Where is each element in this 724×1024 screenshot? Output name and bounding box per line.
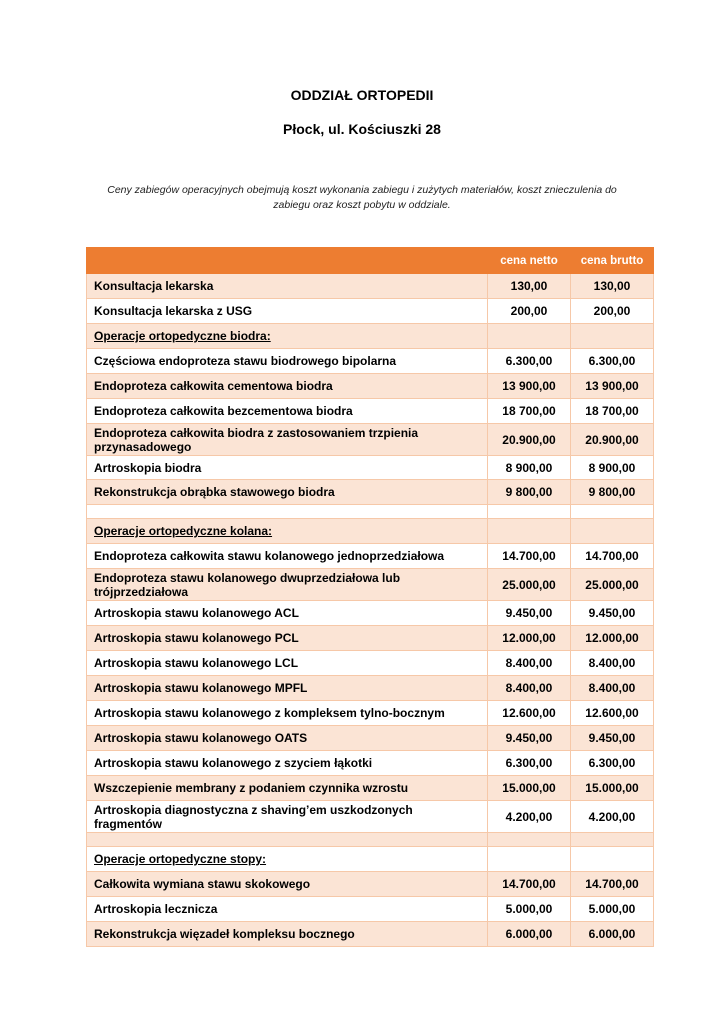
procedure-name: Całkowita wymiana stawu skokowego bbox=[87, 872, 488, 897]
price-brutto: 9 800,00 bbox=[571, 480, 654, 505]
empty-cell bbox=[488, 519, 571, 544]
price-brutto: 8.400,00 bbox=[571, 651, 654, 676]
section-row bbox=[87, 847, 654, 872]
price-netto: 9.450,00 bbox=[488, 601, 571, 626]
price-brutto: 20.900,00 bbox=[571, 424, 654, 456]
table-row bbox=[87, 897, 654, 922]
procedure-name: Częściowa endoproteza stawu biodrowego bipolarna bbox=[87, 349, 488, 374]
price-brutto: 9.450,00 bbox=[571, 601, 654, 626]
price-netto: 8.400,00 bbox=[488, 676, 571, 701]
procedure-name: Endoproteza całkowita stawu kolanowego jednoprzedziałowa bbox=[87, 544, 488, 569]
empty-cell bbox=[571, 505, 654, 519]
spacer-row bbox=[87, 833, 654, 847]
price-netto: 14.700,00 bbox=[488, 544, 571, 569]
price-brutto: 12.600,00 bbox=[571, 701, 654, 726]
procedure-name: Endoproteza całkowita cementowa biodra bbox=[87, 374, 488, 399]
procedure-name: Artroskopia stawu kolanowego z kompleksem tylno-bocznym bbox=[87, 701, 488, 726]
price-netto: 4.200,00 bbox=[488, 801, 571, 833]
procedure-name: Wszczepienie membrany z podaniem czynnika wzrostu bbox=[87, 776, 488, 801]
table-row bbox=[87, 480, 654, 505]
price-netto: 18 700,00 bbox=[488, 399, 571, 424]
empty-cell bbox=[87, 833, 488, 847]
table-header bbox=[87, 248, 654, 274]
address: Płock, ul. Kościuszki 28 bbox=[283, 121, 441, 137]
price-brutto: 5.000,00 bbox=[571, 897, 654, 922]
price-brutto: 6.300,00 bbox=[571, 751, 654, 776]
price-brutto: 15.000,00 bbox=[571, 776, 654, 801]
price-netto: 12.000,00 bbox=[488, 626, 571, 651]
page-title: ODDZIAŁ ORTOPEDII bbox=[290, 87, 434, 103]
price-netto: 130,00 bbox=[488, 274, 571, 299]
price-netto: 8.400,00 bbox=[488, 651, 571, 676]
table-row bbox=[87, 544, 654, 569]
procedure-name: Artroskopia stawu kolanowego LCL bbox=[87, 651, 488, 676]
procedure-name: Artroskopia stawu kolanowego z szyciem łąkotki bbox=[87, 751, 488, 776]
table-row bbox=[87, 349, 654, 374]
price-table bbox=[86, 247, 654, 947]
column-header-brutto: cena brutto bbox=[571, 248, 654, 274]
column-header-name bbox=[87, 248, 488, 274]
procedure-name: Artroskopia stawu kolanowego MPFL bbox=[87, 676, 488, 701]
table-row bbox=[87, 456, 654, 480]
price-brutto: 14.700,00 bbox=[571, 872, 654, 897]
price-brutto: 13 900,00 bbox=[571, 374, 654, 399]
column-header-netto: cena netto bbox=[488, 248, 571, 274]
empty-cell bbox=[488, 847, 571, 872]
empty-cell bbox=[571, 847, 654, 872]
table-row bbox=[87, 872, 654, 897]
price-brutto: 130,00 bbox=[571, 274, 654, 299]
price-brutto: 25.000,00 bbox=[571, 569, 654, 601]
table-row bbox=[87, 299, 654, 324]
procedure-name: Endoproteza całkowita biodra z zastosowaniem trzpienia przynasadowego bbox=[87, 424, 488, 456]
procedure-name: Artroskopia biodra bbox=[87, 456, 488, 480]
price-brutto: 6.000,00 bbox=[571, 922, 654, 947]
price-note: Ceny zabiegów operacyjnych obejmują koszt wykonania zabiegu i zużytych materiałów, koszt znieczulenia do zabiegu oraz koszt pobytu w oddziale. bbox=[107, 184, 617, 211]
price-netto: 5.000,00 bbox=[488, 897, 571, 922]
procedure-name: Artroskopia stawu kolanowego PCL bbox=[87, 626, 488, 651]
section-row bbox=[87, 519, 654, 544]
price-brutto: 8.400,00 bbox=[571, 676, 654, 701]
price-netto: 15.000,00 bbox=[488, 776, 571, 801]
price-brutto: 6.300,00 bbox=[571, 349, 654, 374]
price-netto: 8 900,00 bbox=[488, 456, 571, 480]
table-row bbox=[87, 601, 654, 626]
price-netto: 6.300,00 bbox=[488, 751, 571, 776]
table-row bbox=[87, 751, 654, 776]
table-row bbox=[87, 569, 654, 601]
procedure-name: Artroskopia stawu kolanowego ACL bbox=[87, 601, 488, 626]
spacer-row bbox=[87, 505, 654, 519]
price-brutto: 18 700,00 bbox=[571, 399, 654, 424]
price-netto: 200,00 bbox=[488, 299, 571, 324]
price-brutto: 9.450,00 bbox=[571, 726, 654, 751]
empty-cell bbox=[571, 324, 654, 349]
price-brutto: 14.700,00 bbox=[571, 544, 654, 569]
procedure-name: Artroskopia stawu kolanowego OATS bbox=[87, 726, 488, 751]
price-brutto: 200,00 bbox=[571, 299, 654, 324]
table-row bbox=[87, 801, 654, 833]
table-row bbox=[87, 726, 654, 751]
table-row bbox=[87, 274, 654, 299]
price-netto: 12.600,00 bbox=[488, 701, 571, 726]
procedure-name: Rekonstrukcja obrąbka stawowego biodra bbox=[87, 480, 488, 505]
section-heading: Operacje ortopedyczne stopy: bbox=[87, 847, 488, 872]
empty-cell bbox=[571, 519, 654, 544]
procedure-name: Rekonstrukcja więzadeł kompleksu bocznego bbox=[87, 922, 488, 947]
table-row bbox=[87, 701, 654, 726]
price-netto: 9 800,00 bbox=[488, 480, 571, 505]
price-brutto: 12.000,00 bbox=[571, 626, 654, 651]
section-row bbox=[87, 324, 654, 349]
procedure-name: Artroskopia diagnostyczna z shaving’em uszkodzonych fragmentów bbox=[87, 801, 488, 833]
price-netto: 14.700,00 bbox=[488, 872, 571, 897]
procedure-name: Konsultacja lekarska bbox=[87, 274, 488, 299]
empty-cell bbox=[488, 833, 571, 847]
table-row bbox=[87, 626, 654, 651]
price-netto: 20.900,00 bbox=[488, 424, 571, 456]
table-row bbox=[87, 676, 654, 701]
table-row bbox=[87, 424, 654, 456]
price-netto: 13 900,00 bbox=[488, 374, 571, 399]
table-row bbox=[87, 776, 654, 801]
table-row bbox=[87, 651, 654, 676]
section-heading: Operacje ortopedyczne kolana: bbox=[87, 519, 488, 544]
section-heading: Operacje ortopedyczne biodra: bbox=[87, 324, 488, 349]
price-brutto: 4.200,00 bbox=[571, 801, 654, 833]
procedure-name: Endoproteza całkowita bezcementowa biodra bbox=[87, 399, 488, 424]
empty-cell bbox=[571, 833, 654, 847]
procedure-name: Endoproteza stawu kolanowego dwuprzedziałowa lub trójprzedziałowa bbox=[87, 569, 488, 601]
price-netto: 6.300,00 bbox=[488, 349, 571, 374]
price-netto: 6.000,00 bbox=[488, 922, 571, 947]
price-netto: 9.450,00 bbox=[488, 726, 571, 751]
price-brutto: 8 900,00 bbox=[571, 456, 654, 480]
table-row bbox=[87, 374, 654, 399]
procedure-name: Artroskopia lecznicza bbox=[87, 897, 488, 922]
price-netto: 25.000,00 bbox=[488, 569, 571, 601]
table-row bbox=[87, 922, 654, 947]
empty-cell bbox=[488, 324, 571, 349]
procedure-name: Konsultacja lekarska z USG bbox=[87, 299, 488, 324]
table-row bbox=[87, 399, 654, 424]
empty-cell bbox=[87, 505, 488, 519]
empty-cell bbox=[488, 505, 571, 519]
